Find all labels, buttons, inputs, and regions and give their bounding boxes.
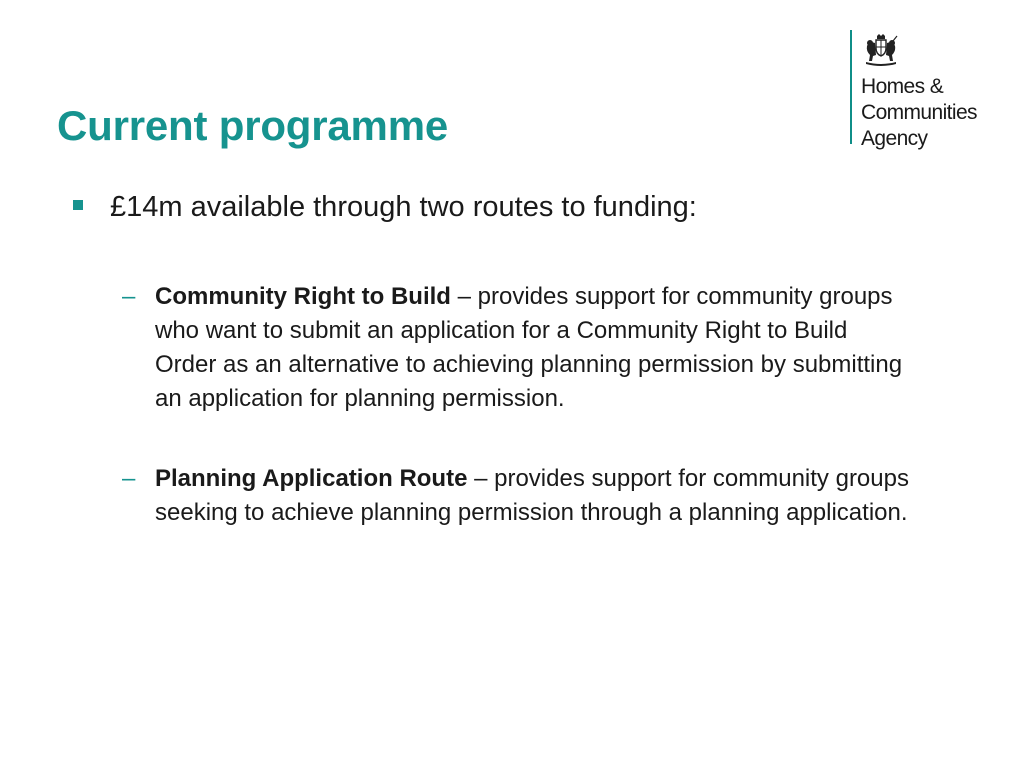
sub-item-term: Community Right to Build xyxy=(155,283,451,310)
royal-coat-of-arms-icon xyxy=(861,33,901,67)
dash-bullet: – xyxy=(122,465,136,492)
logo-line-1: Homes & xyxy=(861,75,944,98)
slide-title: Current programme xyxy=(57,102,449,149)
bullet-item xyxy=(70,187,970,227)
dash-bullet: – xyxy=(122,283,136,310)
sub-item-description: – provides support for community groups seeking to achieve planning permission through a planning application. xyxy=(155,465,909,526)
square-bullet-icon xyxy=(73,200,83,210)
sub-item-term: Planning Application Route xyxy=(155,465,468,492)
bullet-text: £14m available through two routes to funding: xyxy=(110,191,697,223)
logo-line-2: Communities xyxy=(861,101,977,124)
logo-divider xyxy=(850,30,852,144)
sub-item-description: – provides support for community groups who want to submit an application for a Community Right to Build Order as an alternative to achieving planning permission by submitting an application for planning permission. xyxy=(155,283,903,412)
logo-line-3: Agency xyxy=(861,127,928,150)
logo-wordmark xyxy=(861,74,977,152)
sub-item-community-right-to-build xyxy=(122,280,915,416)
agency-logo xyxy=(850,30,1010,150)
bullet-list xyxy=(70,187,970,530)
sub-item-planning-application-route xyxy=(122,462,915,530)
